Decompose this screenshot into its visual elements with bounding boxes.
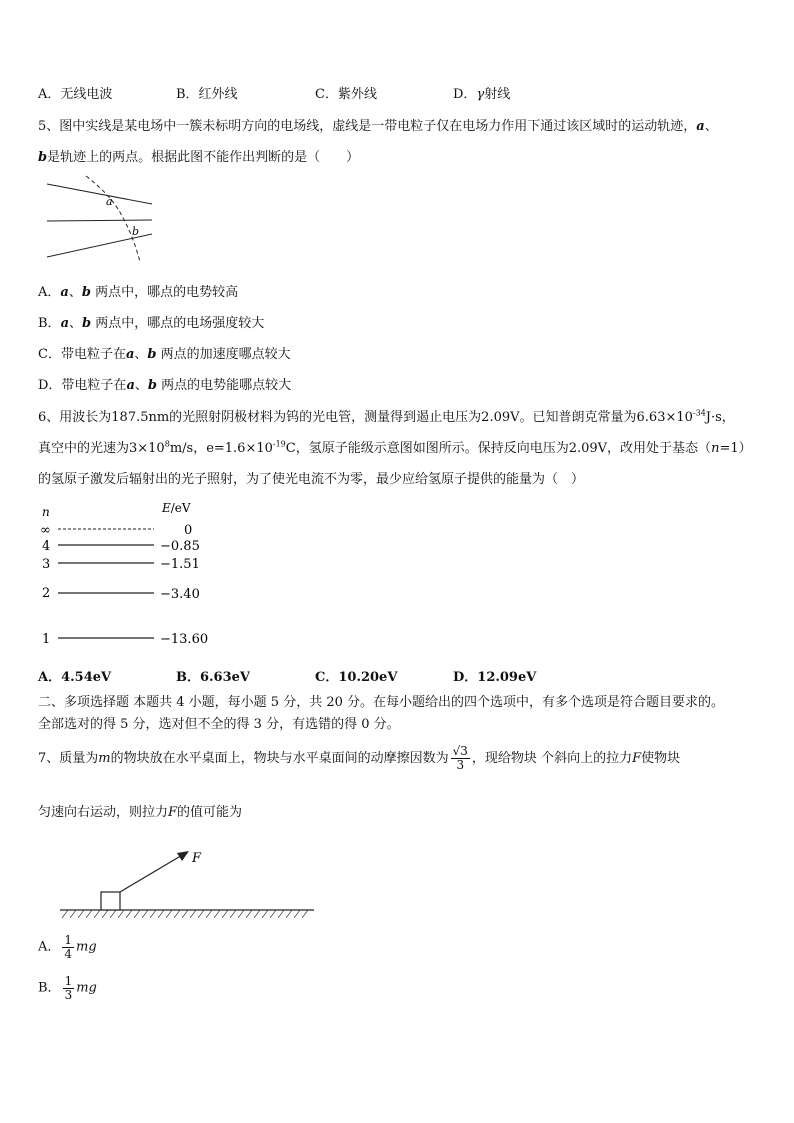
section2-line1: 二、多项选择题 本题共 4 小题，每小题 5 分，共 20 分。在每小题给出的四个选项中，有多个选项是符合题目要求的。 [38, 695, 725, 710]
friction-coefficient-fraction: $\frac{√3}{3}$ [452, 744, 468, 772]
q7-stem-line1: 7、质量为m的物块放在水平桌面上，物块与水平桌面间的动摩擦因数为 $\frac{√3}{3}$ ，现给物块 个斜向上的拉力F使物块 [38, 744, 681, 772]
q6-option-b: B．6.63eV [176, 670, 251, 685]
field-line-middle [47, 220, 152, 221]
point-b-label: b [132, 225, 140, 238]
q6-option-c: C．10.20eV [315, 670, 398, 685]
force-label: F [192, 851, 202, 866]
energy-axis-label: E/eV [162, 501, 191, 515]
level-2-n: 2 [42, 586, 51, 601]
q4-option-b: B．红外线 [176, 87, 238, 102]
surface-hatching [62, 910, 308, 918]
q6-option-d: D．12.09eV [453, 670, 537, 685]
level-1-energy: −13.60 [160, 632, 209, 647]
q6-stem-line3: 的氢原子激发后辐射出的光子照射，为了使光电流不为零，最少应给氢原子提供的能量为（ ） [38, 472, 585, 487]
n-axis-label: n [42, 505, 50, 519]
q6-option-a: A．4.54eV [38, 670, 112, 685]
q5-option-c: C．带电粒子在a、b 两点的加速度哪点较大 [38, 347, 291, 362]
q5-field-figure [44, 174, 164, 266]
q7-stem-line2: 匀速向右运动，则拉力F的值可能为 [38, 805, 243, 820]
force-arrow-shaft [120, 854, 184, 892]
force-arrow-head [177, 851, 189, 861]
section2-line2: 全部选对的得 5 分，选对但不全的得 3 分，有选错的得 0 分。 [38, 717, 400, 732]
q5-stem-line1: 5、图中实线是某电场中一簇未标明方向的电场线，虚线是一带电粒子仅在电场力作用下通过该区域时的运动轨迹，a、 [38, 119, 718, 134]
level-2-energy: −3.40 [160, 587, 200, 602]
particle-trajectory [86, 176, 140, 262]
level-4-n: 4 [42, 539, 51, 554]
q7-option-b: B． $\frac{1}{3}$ mg [38, 974, 97, 1002]
q5-option-d: D．带电粒子在a、b 两点的电势能哪点较大 [38, 378, 292, 393]
level-3-n: 3 [42, 557, 51, 572]
q4-option-d: D．γ射线 [453, 87, 511, 102]
q4-option-a: A．无线电波 [38, 87, 113, 102]
q6-stem-line1: 6、用波长为187.5nm的光照射阴极材料为钨的光电管，测量得到遏止电压为2.09V。已知普朗克常量为$6.63\times 10^{-34}J\cdot s$， [38, 408, 735, 425]
level-inf-n: ∞ [40, 523, 51, 538]
level-3-energy: −1.51 [160, 557, 200, 572]
q4-option-c: C．紫外线 [315, 87, 377, 102]
q5-option-a: A．a、b 两点中，哪点的电势较高 [38, 285, 239, 300]
level-inf-energy: 0 [184, 523, 193, 538]
level-4-energy: −0.85 [160, 539, 200, 554]
level-1-n: 1 [42, 632, 51, 647]
q5-option-b: B．a、b 两点中，哪点的电场强度较大 [38, 316, 265, 331]
q7-option-a: A． $\frac{1}{4}$ mg [38, 933, 97, 961]
q5-stem-line2: b是轨迹上的两点。根据此图不能作出判断的是（ ） [38, 150, 360, 165]
point-a-label: a [106, 195, 113, 208]
energy-level-diagram [36, 500, 236, 652]
q6-stem-line2: 真空中的光速为$3\times 10^8m/s$，$e=1.6\times 10^{-19}C$，氢原子能级示意图如图所示。保持反向电压为2.09V，改用处于基态（n=1） [38, 439, 752, 456]
block [101, 892, 120, 910]
q7-block-figure [58, 842, 320, 924]
